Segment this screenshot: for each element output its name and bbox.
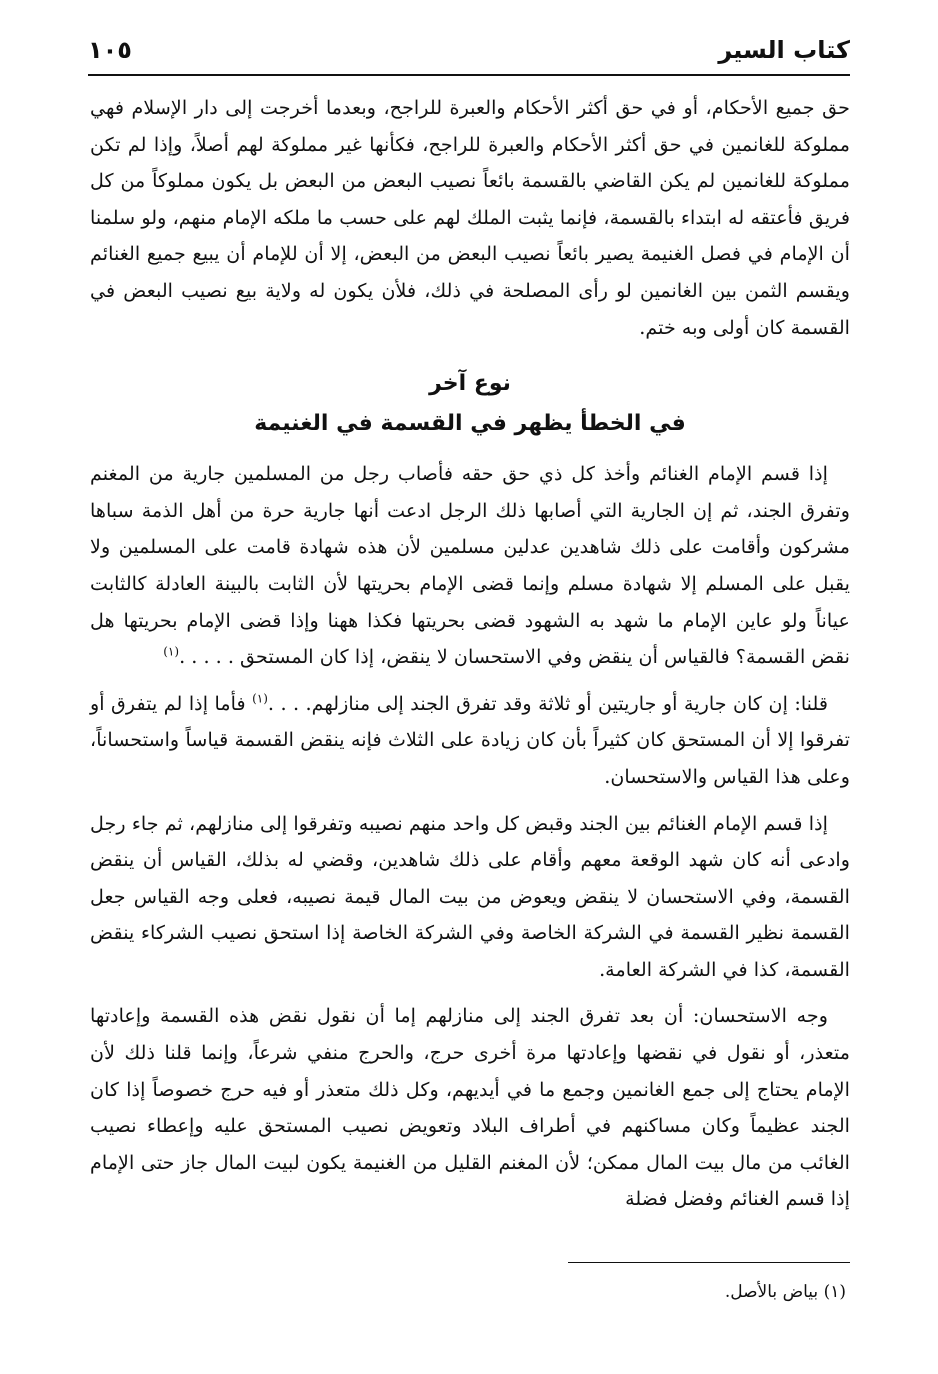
section-heading: نوع آخر [429, 371, 511, 397]
footnote-mark: (١) [252, 691, 268, 706]
running-header [88, 30, 850, 70]
book-title: كتاب السير [718, 36, 850, 64]
footnote-rule [568, 1262, 850, 1263]
paragraph [90, 456, 850, 676]
paragraph-continued: حق جميع الأحكام، أو في حق أكثر الأحكام والعبرة للراجح، وبعدما أخرجت إلى دار الإسلام فهي مملوكة للغانمين في حق أكثر الأحكام والعبرة للراجح، فكأنها غير مملوكة لهم أصلاً، وإذا لم تكن مملوكة للغانمين لم يكن القاضي بالقسمة بائعاً نصيب البعض من البعض بل يكون مملوكاً من كل فريق فأعتقه له ابتداء بالقسمة، فإنما يثبت الملك لهم على حسب ما ملكه الإمام منهم، ولو سلمنا أن الإمام في فصل الغنيمة يصير بائعاً نصيب البعض من البعض، إلا أن للإمام أن يبيع جميع الغنائم ويقسم الثمن بين الغانمين لو رأى المصلحة في ذلك، فلأن يكون له ولاية بيع نصيب البعض في القسمة كان أولى وبه ختم. [90, 96, 850, 339]
footnote-text: بياض بالأصل. [724, 1282, 819, 1302]
page-number: ١٠٥ [88, 36, 132, 64]
paragraph-text-continued: فأما إذا لم يتفرق أو تفرقوا إلا أن المستحق كان كثيراً بأن كان زيادة على الثلاث فإنه ينقض القسمة قياساً واستحساناً، وعلى هذا القياس والاستحسان. [90, 691, 850, 788]
body-text [90, 90, 850, 1218]
paragraph: وجه الاستحسان: أن بعد تفرق الجند إلى منازلهم إما أن نقول نقض هذه القسمة وإعادتها متعذر، أو نقول في نقضها وإعادتها مرة أخرى حرج، والحرج منفي شرعاً، وإنما قلنا ذلك لأن الإمام يحتاج إلى جمع الغانمين وجمع ما في أيديهم، وكل ذلك متعذر أو فيه حرج خصوصاً إذا كان الجند عظيماً وكان مساكنهم في أطراف البلاد وتعويض نصيب المستحق عليه وإعطاء نصيب الغائب من مال بيت المال ممكن؛ لأن المغنم القليل من الغنيمة يكون لبيت المال جاز حتى الإمام إذا قسم الغنائم وفضل فضلة [90, 1004, 850, 1211]
footnote-number: (١) [823, 1282, 846, 1302]
paragraph [90, 686, 850, 796]
footnote-mark: (١) [163, 644, 180, 659]
paragraph-text: قلنا: إن كان جارية أو جاريتين أو ثلاثة وقد تفرق الجند إلى منازلهم. . . . [267, 691, 828, 715]
section-subheading: في الخطأ يظهر في القسمة في الغنيمة [254, 411, 686, 437]
header-rule [88, 74, 850, 76]
footnote [90, 1278, 846, 1306]
paragraph-text: إذا قسم الإمام الغنائم وأخذ كل ذي حق حقه فأصاب رجل من المسلمين جارية من المغنم وتفرق الجند، ثم إن الجارية التي أصابها ذلك الرجل ادعت أنها جارية حرة من أهل الذمة سباها مشركون وأقامت على ذلك شاهدين عدلين مسلمين لأن هذه شهادة قامت على المسلمين ولا يقبل على المسلم إلا شهادة مسلم وإنما قضى الإمام بحريتها لأن الثابت بالبينة العادلة كالثابت عياناً ولو عاين الإمام ما شهد به الشهود قضى بحريتها فكذا ههنا وإذا قضى الإمام بحريتها هل نقض القسمة؟ فالقياس أن ينقض وفي الاستحسان لا ينقض، إذا كان المستحق . . . . . [90, 462, 850, 669]
paragraph: إذا قسم الإمام الغنائم بين الجند وقبض كل واحد منهم نصيبه وتفرقوا إلى منازلهم، ثم جاء رجل وادعى أنه كان شهد الوقعة معهم وأقام على ذلك شاهدين، وقضي له بذلك، القياس أن ينقض القسمة، وفي الاستحسان لا ينقض ويعوض من بيت المال قيمة نصيبه، فعلى وجه القياس جعل القسمة نظير القسمة في الشركة الخاصة وفي الشركة الخاصة إذا استحق نصيب الشركاء ينقض القسمة، كذا في الشركة العامة. [90, 811, 850, 981]
